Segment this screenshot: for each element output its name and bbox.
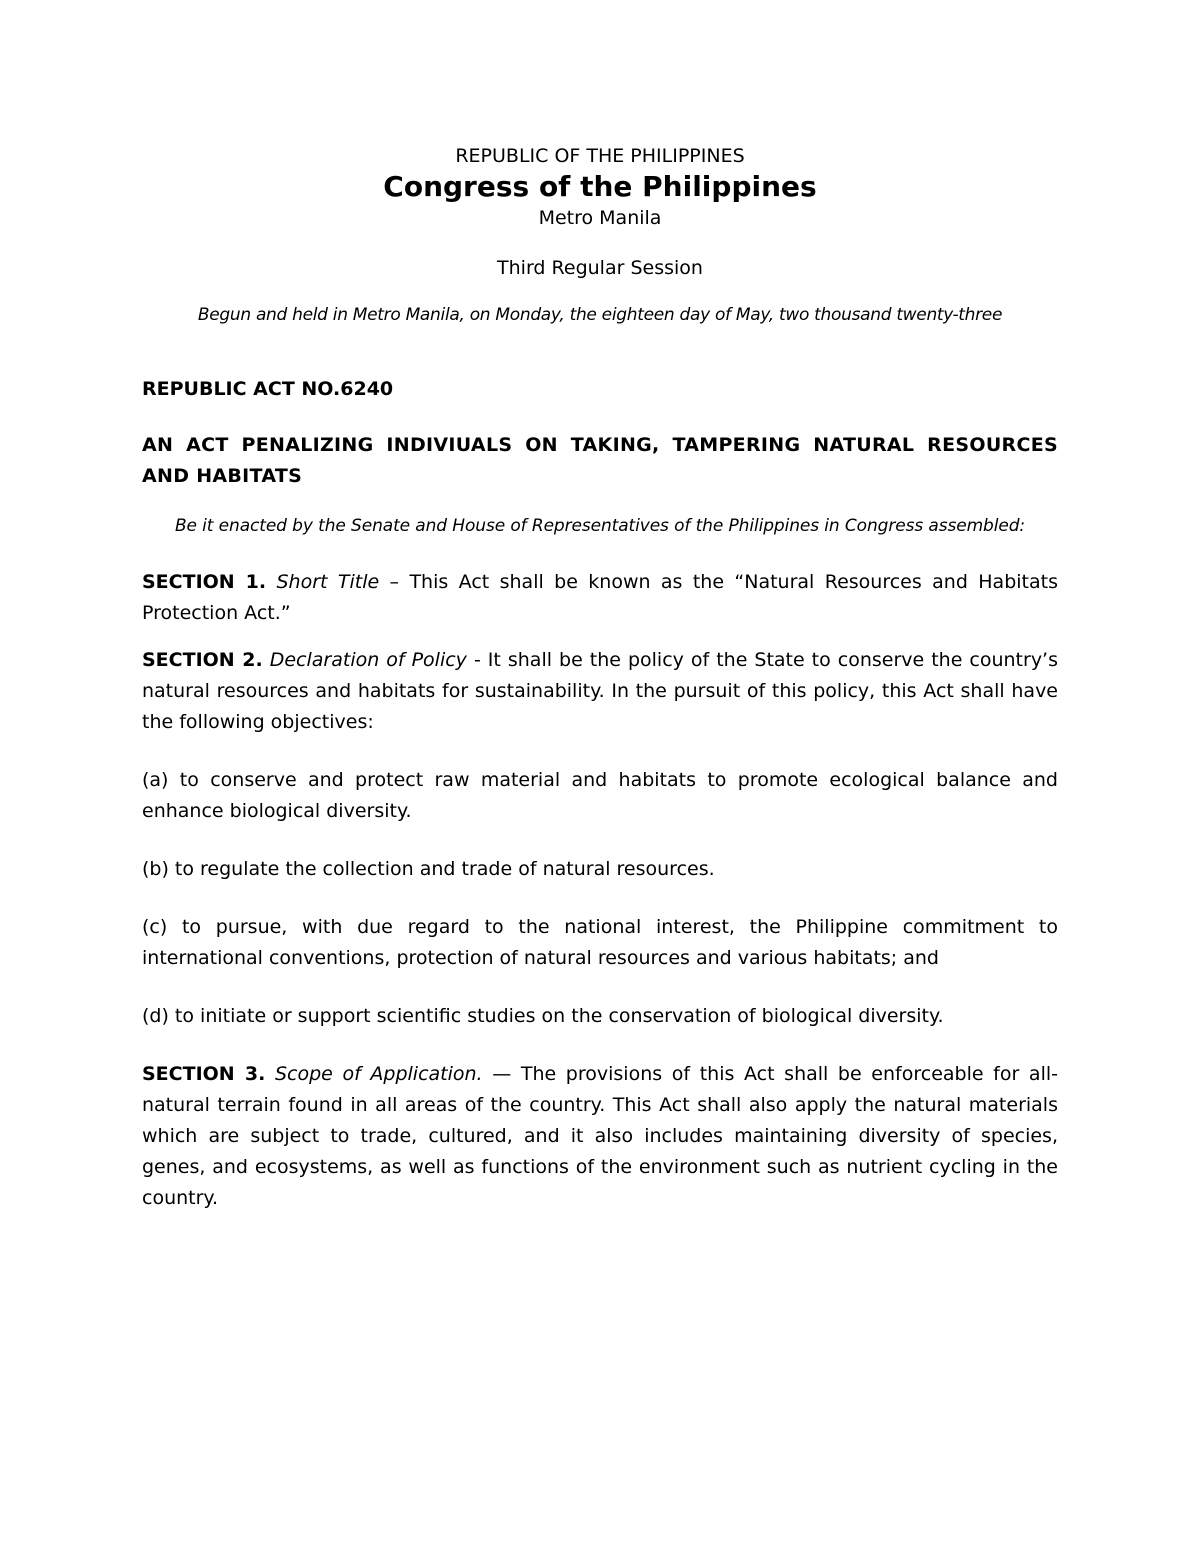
section-3-label: SECTION 3. — [142, 1063, 266, 1085]
objective-b: (b) to regulate the collection and trade of natural resources. — [142, 858, 715, 880]
section-2-text: - It shall be the policy of the State to conserve the country’s natural resources and habitats for sustainability. In the pursuit of this policy, this Act shall have the following objectives: — [142, 649, 1059, 733]
section-1-text: – This Act shall be known as the “Natural Resources and Habitats Protection Act.” — [142, 571, 1058, 624]
section-1-title: Short Title — [276, 571, 380, 593]
objective-a: (a) to conserve and protect raw material and habitats to promote ecological balance and enhance biological diversity. — [142, 769, 1058, 822]
objective-d: (d) to initiate or support scientific studies on the conservation of biological diversity. — [142, 1005, 944, 1027]
section-2-label: SECTION 2. — [142, 649, 263, 671]
section-1-label: SECTION 1. — [142, 571, 267, 593]
republic-heading: REPUBLIC OF THE PHILIPPINES — [455, 145, 745, 167]
location-heading: Metro Manila — [538, 207, 662, 229]
section-2-title: Declaration of Policy — [269, 649, 467, 671]
section-3-title: Scope of Application. — [274, 1063, 483, 1085]
section-2 — [142, 645, 1058, 738]
enacting-clause: Be it enacted by the Senate and House of Representatives of the Philippines in Congress assembled: — [174, 516, 1026, 536]
begun-statement: Begun and held in Metro Manila, on Monday, the eighteen day of May, two thousand twenty-three — [197, 305, 1003, 325]
document-body — [142, 143, 1058, 1214]
session-heading: Third Regular Session — [497, 257, 703, 279]
congress-heading: Congress of the Philippines — [383, 170, 817, 203]
section-1 — [142, 567, 1058, 629]
objective-c: (c) to pursue, with due regard to the national interest, the Philippine commitment to international conventions, protection of natural resources and various habitats; and — [142, 916, 1058, 969]
act-title: AN ACT PENALIZING INDIVIUALS ON TAKING, TAMPERING NATURAL RESOURCES AND HABITATS — [142, 434, 1058, 487]
act-number: REPUBLIC ACT NO.6240 — [142, 378, 394, 400]
section-3-text: — The provisions of this Act shall be enforceable for all-natural terrain found in all areas of the country. This Act shall also apply the natural materials which are subject to trade, cultured, and it also includes maintaining diversity of species, genes, and ecosystems, as well as functions of the environment such as nutrient cycling in the country. — [142, 1063, 1058, 1209]
section-3 — [142, 1059, 1058, 1214]
